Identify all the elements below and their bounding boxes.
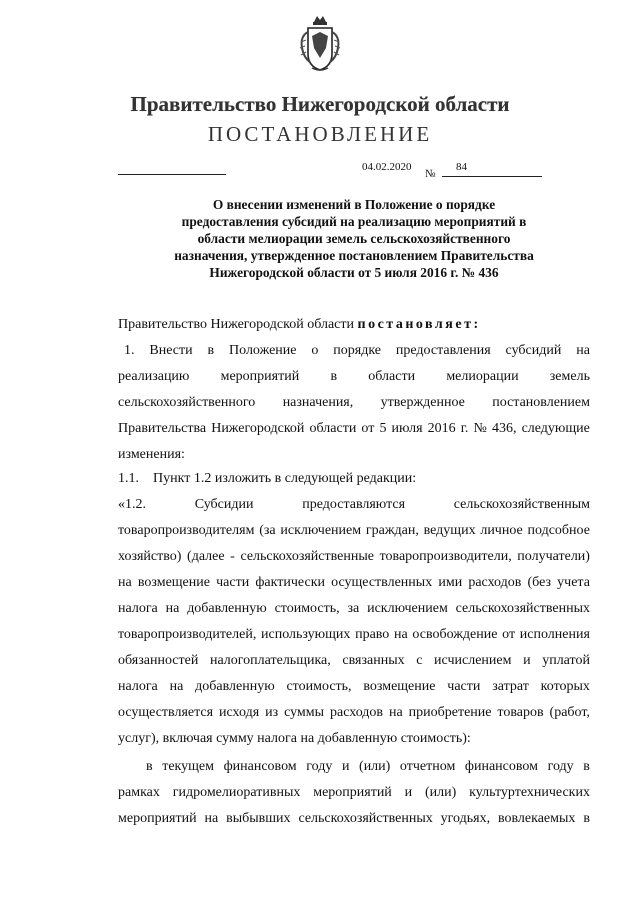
word: отчетном	[399, 759, 456, 774]
word: сельскохозяйственных	[455, 601, 590, 616]
word: реализацию	[118, 369, 190, 384]
word: исключением	[367, 601, 448, 616]
word: мелиорации	[446, 369, 519, 384]
word: сельскохозяйственные	[240, 549, 374, 564]
word: №	[473, 421, 487, 436]
text-line	[118, 312, 590, 338]
title-line: предоставления субсидий на реализацию мероприятий в	[181, 214, 527, 229]
word: 1.	[124, 343, 135, 358]
word: налога	[118, 601, 158, 616]
word: на	[394, 627, 408, 642]
text-line	[118, 338, 590, 364]
word: с	[416, 653, 423, 668]
word: постановлением	[492, 395, 590, 410]
word: товаров	[497, 705, 544, 720]
word: -	[230, 549, 235, 564]
word: гидромелиоративных	[172, 785, 301, 800]
text-line: 1.1. Пункт 1.2 изложить в следующей редакции:	[118, 471, 417, 486]
word: г.	[460, 421, 469, 436]
text-line	[118, 570, 590, 596]
word: хозяйство)	[118, 549, 182, 564]
word: из	[265, 705, 279, 720]
word: право	[355, 627, 390, 642]
word: Субсидии	[194, 497, 254, 512]
title-line: назначения, утвержденное постановлением Правительства	[174, 248, 534, 263]
word: Правительства	[118, 421, 207, 436]
word: мероприятий	[118, 811, 197, 826]
text-line	[118, 648, 590, 674]
document-type: ПОСТАНОВЛЕНИЕ	[207, 122, 433, 146]
text-line	[118, 700, 590, 726]
text-line	[118, 416, 590, 442]
number-sign: №	[425, 168, 436, 180]
word: добавленную	[187, 601, 267, 616]
word: товаропроизводители,	[379, 549, 512, 564]
word: году	[547, 759, 574, 774]
word: (без	[527, 575, 552, 590]
word: исполнения	[519, 627, 590, 642]
paragraph-1	[118, 338, 590, 468]
date-underline	[118, 174, 226, 175]
word: Положение	[229, 343, 297, 358]
word: (или)	[359, 759, 391, 774]
word: (далее	[187, 549, 225, 564]
word: сельскохозяйственным	[453, 497, 590, 512]
word: стоимость,	[274, 601, 340, 616]
word: возмещение	[137, 575, 210, 590]
word: за	[347, 601, 360, 616]
word: на	[204, 811, 219, 826]
word: расходов	[468, 575, 522, 590]
word: ведущих	[423, 523, 476, 538]
word: освобождение	[412, 627, 498, 642]
number-underline	[442, 176, 542, 177]
text-line	[118, 754, 590, 780]
word: «1.2.	[118, 497, 146, 512]
word: использующих	[261, 627, 351, 642]
text-line	[118, 518, 590, 544]
word: осуществляется	[118, 705, 214, 720]
word: 2016	[427, 421, 456, 436]
word: (за	[259, 523, 276, 538]
word: обязанностей	[118, 653, 199, 668]
word: исчислением	[434, 653, 512, 668]
word: приобретение	[408, 705, 492, 720]
word: (работ,	[549, 705, 590, 720]
word: расходов	[329, 705, 384, 720]
intro-paragraph	[118, 312, 590, 338]
text-line	[118, 596, 590, 622]
word: и	[404, 785, 413, 800]
word: от	[502, 627, 516, 642]
text-line	[118, 492, 590, 518]
text-line	[118, 806, 590, 832]
word: части	[447, 679, 481, 694]
word: порядке	[333, 343, 381, 358]
word: товаропроизводителей,	[118, 627, 257, 642]
text-line	[118, 544, 590, 570]
title-line: Нижегородской области от 5 июля 2016 г. № 436	[209, 265, 499, 280]
word: и	[341, 759, 350, 774]
word: финансовом	[464, 759, 538, 774]
word: товаропроизводителям	[118, 523, 255, 538]
word: мероприятий	[220, 369, 300, 384]
word: и	[523, 653, 531, 668]
word: на	[118, 575, 132, 590]
word: земель	[549, 369, 590, 384]
word: в	[330, 369, 338, 384]
coat-of-arms-icon	[298, 14, 342, 74]
word: Нижегородской	[211, 421, 305, 436]
document-number: 84	[456, 161, 467, 173]
word: части	[216, 575, 250, 590]
word: личное	[480, 523, 523, 538]
text-line	[118, 674, 590, 700]
text-line: услуг), включая сумму налога на добавленную стоимость):	[118, 731, 471, 746]
word: предоставления	[395, 343, 491, 358]
word: Внести	[149, 343, 193, 358]
paragraph-1-1	[118, 466, 590, 492]
word: июля	[391, 421, 423, 436]
document-date: 04.02.2020	[362, 161, 412, 173]
word: 5	[379, 421, 387, 436]
word: в	[583, 811, 590, 826]
word: затрат	[492, 679, 529, 694]
word: назначения,	[282, 395, 354, 410]
word: налога	[118, 679, 158, 694]
word: культуртехнических	[469, 785, 590, 800]
intro-text: Правительство Нижегородской области	[118, 317, 354, 332]
word: подсобное	[527, 523, 590, 538]
word: следующие	[521, 421, 590, 436]
word: году	[306, 759, 333, 774]
word: учета	[557, 575, 590, 590]
word: (или)	[425, 785, 457, 800]
word: утвержденное	[380, 395, 465, 410]
word: уплатой	[542, 653, 590, 668]
word: мероприятий	[313, 785, 392, 800]
document-title	[118, 196, 590, 281]
word: сельскохозяйственных	[298, 811, 433, 826]
text-line: изменения:	[118, 447, 185, 462]
word: которых	[540, 679, 590, 694]
word: фактически	[255, 575, 325, 590]
word: вовлекаемых	[497, 811, 576, 826]
title-line: О внесении изменений в Положение о порядке	[212, 197, 496, 212]
word: 436,	[491, 421, 517, 436]
word: налогоплательщика,	[209, 653, 331, 668]
word: выбывших	[226, 811, 291, 826]
text-line	[118, 622, 590, 648]
word: стоимость,	[286, 679, 352, 694]
word: в	[207, 343, 215, 358]
paragraph-subsidy-cases	[118, 754, 590, 832]
word: области	[309, 421, 357, 436]
word: области	[368, 369, 416, 384]
word: граждан,	[365, 523, 419, 538]
word: исключением	[280, 523, 362, 538]
word: на	[165, 601, 180, 616]
word: угодьях,	[440, 811, 491, 826]
intro-action: постановляет:	[357, 317, 481, 332]
word: о	[311, 343, 319, 358]
word: в	[583, 759, 590, 774]
text-line	[118, 364, 590, 390]
text-line	[118, 780, 590, 806]
paragraph-1-2	[118, 492, 590, 752]
word: текущем	[162, 759, 214, 774]
word: предоставляются	[302, 497, 406, 512]
government-name: Правительство Нижегородской области	[130, 92, 510, 116]
word: возмещение	[363, 679, 436, 694]
word: исходя	[219, 705, 260, 720]
word: на	[388, 705, 403, 720]
word: добавленную	[195, 679, 275, 694]
word: рамках	[118, 785, 160, 800]
word: суммы	[284, 705, 325, 720]
word: субсидий	[505, 343, 562, 358]
word: сельскохозяйственного	[118, 395, 256, 410]
word: связанных	[342, 653, 405, 668]
word: в	[146, 759, 153, 774]
word: ими	[438, 575, 463, 590]
text-line	[118, 390, 590, 416]
word: осуществленных	[331, 575, 433, 590]
word: на	[576, 343, 590, 358]
word: от	[361, 421, 375, 436]
word: на	[169, 679, 184, 694]
title-line: области мелиорации земель сельскохозяйственного	[197, 231, 511, 246]
word: получатели)	[517, 549, 590, 564]
word: финансовом	[223, 759, 297, 774]
